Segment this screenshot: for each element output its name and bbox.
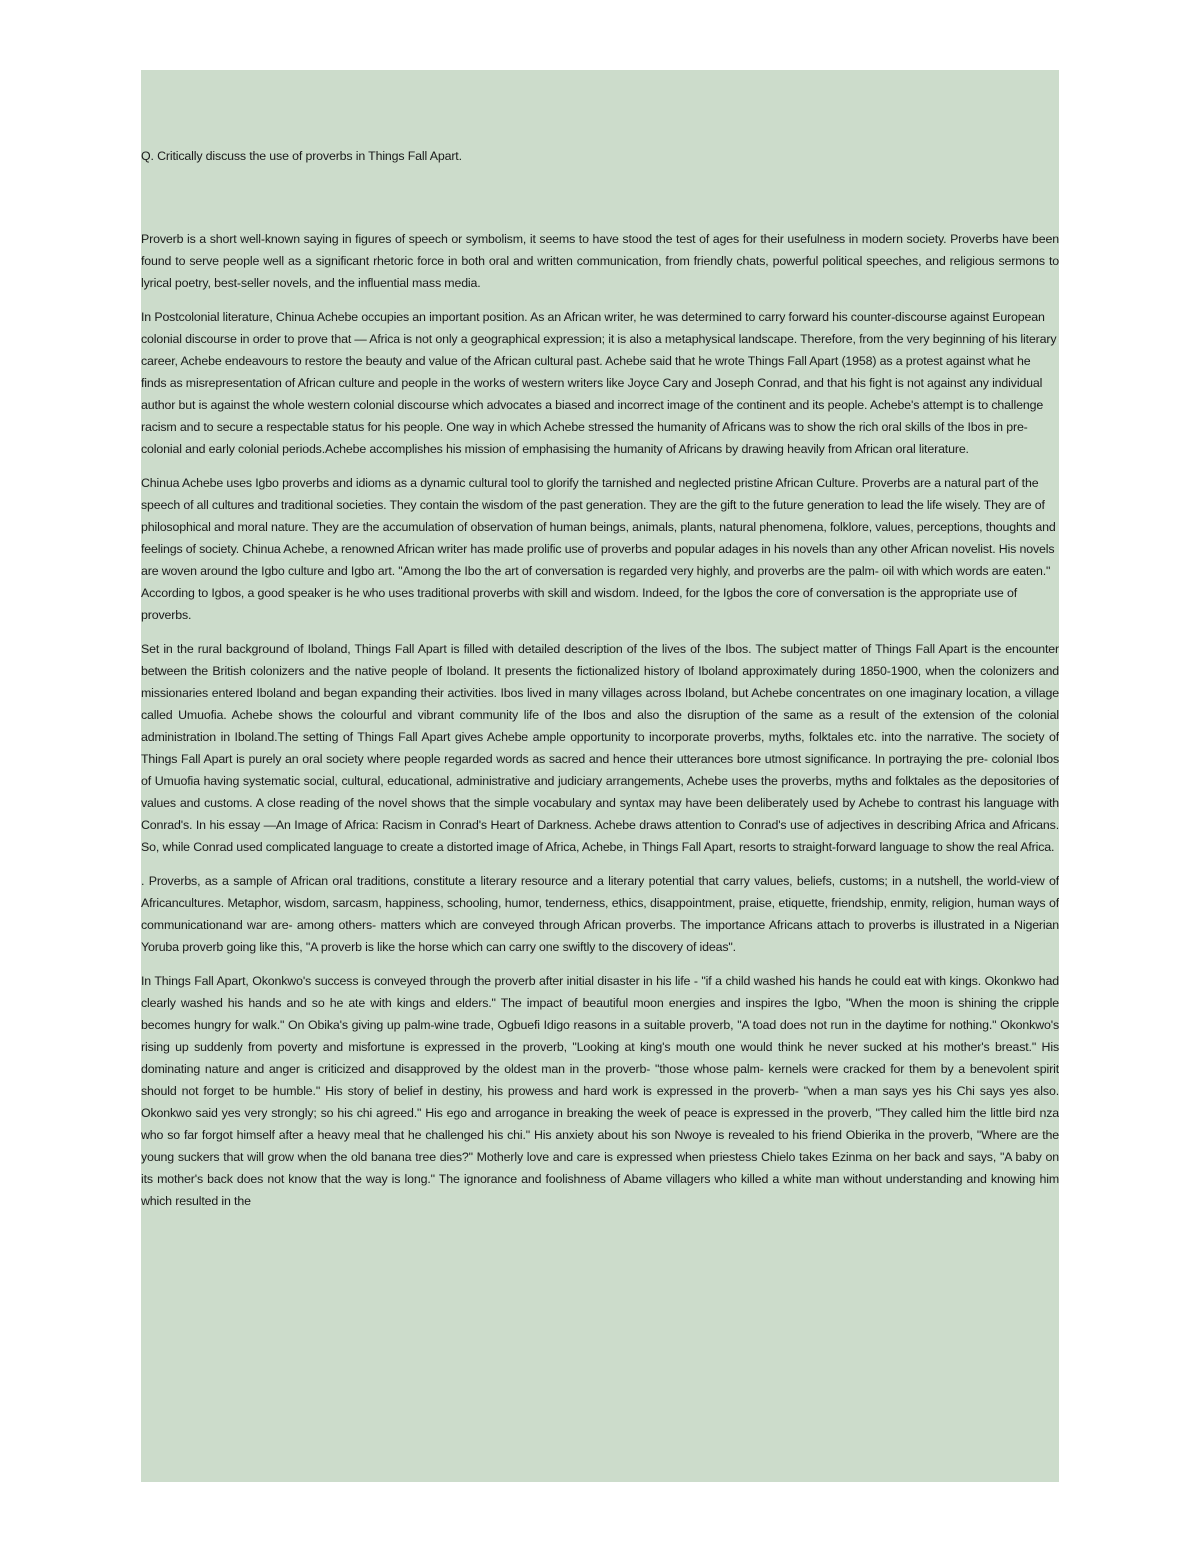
question-heading: Q. Critically discuss the use of proverbs in Things Fall Apart.	[141, 149, 462, 163]
document-body	[141, 145, 1059, 1224]
paragraph-proverb-definition: Proverb is a short well-known saying in figures of speech or symbolism, it seems to have stood the test of ages for their usefulness in modern society. Proverbs have been found to serve people well as a significant rhetoric force in both oral and written communication, from friendly chats, powerful political speeches, and religious sermons to lyrical poetry, best-seller novels, and the influential mass media.	[141, 232, 1059, 290]
paragraph-igbo-proverbs: Chinua Achebe uses Igbo proverbs and idioms as a dynamic cultural tool to glorify the tarnished and neglected pristine African Culture. Proverbs are a natural part of the speech of all cultures and traditional societies. They contain the wisdom of the past generation. They are the gift to the future generation to lead the life wisely. They are of philosophical and moral nature. They are the accumulation of observation of human beings, animals, plants, natural phenomena, folklore, values, perceptions, thoughts and feelings of society. Chinua Achebe, a renowned African writer has made prolific use of proverbs and popular adages in his novels than any other African novelist. His novels are woven around the Igbo culture and Igbo art. "Among the Ibo the art of conversation is regarded very highly, and proverbs are the palm- oil with which words are eaten." According to Igbos, a good speaker is he who uses traditional proverbs with skill and wisdom. Indeed, for the Igbos the core of conversation is the appropriate use of proverbs.	[141, 476, 1056, 622]
document-page	[141, 70, 1059, 1482]
paragraph-iboland-setting: Set in the rural background of Iboland, Things Fall Apart is filled with detailed description of the lives of the Ibos. The subject matter of Things Fall Apart is the encounter between the British colonizers and the native people of Iboland. It presents the fictionalized history of Iboland approximately during 1850-1900, when the colonizers and missionaries entered Iboland and began expanding their activities. Ibos lived in many villages across Iboland, but Achebe concentrates on one imaginary location, a village called Umuofia. Achebe shows the colourful and vibrant community life of the Ibos and also the disruption of the same as a result of the extension of the colonial administration in Iboland.The setting of Things Fall Apart gives Achebe ample opportunity to incorporate proverbs, myths, folktales etc. into the narrative. The society of Things Fall Apart is purely an oral society where people regarded words as sacred and hence their utterances bore utmost significance. In portraying the pre- colonial Ibos of Umuofia having systematic social, cultural, educational, administrative and judiciary arrangements, Achebe uses the proverbs, myths and folktales as the depositories of values and customs. A close reading of the novel shows that the simple vocabulary and syntax may have been deliberately used by Achebe to contrast his language with Conrad's. In his essay —An Image of Africa: Racism in Conrad's Heart of Darkness. Achebe draws attention to Conrad's use of adjectives in describing Africa and Africans. So, while Conrad used complicated language to create a distorted image of Africa, Achebe, in Things Fall Apart, resorts to straight-forward language to show the real Africa.	[141, 642, 1059, 854]
paragraph-postcolonial-achebe: In Postcolonial literature, Chinua Achebe occupies an important position. As an African writer, he was determined to carry forward his counter-discourse against European colonial discourse in order to prove that — Africa is not only a geographical expression; it is also a metaphysical landscape. Therefore, from the very beginning of his literary career, Achebe endeavours to restore the beauty and value of the African cultural past. Achebe said that he wrote Things Fall Apart (1958) as a protest against what he finds as misrepresentation of African culture and people in the works of western writers like Joyce Cary and Joseph Conrad, and that his fight is not against any individual author but is against the whole western colonial discourse which advocates a biased and incorrect image of the continent and its people. Achebe's attempt is to challenge racism and to secure a respectable status for his people. One way in which Achebe stressed the humanity of Africans was to show the rich oral skills of the Ibos in pre-colonial and early colonial periods.Achebe accomplishes his mission of emphasising the humanity of Africans by drawing heavily from African oral literature.	[141, 310, 1057, 456]
paragraph-okonkwo-proverbs: In Things Fall Apart, Okonkwo's success is conveyed through the proverb after initial disaster in his life - "if a child washed his hands he could eat with kings. Okonkwo had clearly washed his hands and so he ate with kings and elders." The impact of beautiful moon energies and inspires the Igbo, "When the moon is shining the cripple becomes hungry for walk." On Obika's giving up palm-wine trade, Ogbuefi Idigo reasons in a suitable proverb, "A toad does not run in the daytime for nothing." Okonkwo's rising up suddenly from poverty and misfortune is expressed in the proverb, "Looking at king's mouth one would think he never sucked at his mother's breast." His dominating nature and anger is criticized and disapproved by the oldest man in the proverb- "those whose palm- kernels were cracked for them by a benevolent spirit should not forget to be humble." His story of belief in destiny, his prowess and hard work is expressed in the proverb- "when a man says yes his Chi says yes also. Okonkwo said yes very strongly; so his chi agreed." His ego and arrogance in breaking the week of peace is expressed in the proverb, "They called him the little bird nza who so far forgot himself after a heavy meal that he challenged his chi." His anxiety about his son Nwoye is revealed to his friend Obierika in the proverb, "Where are the young suckers that will grow when the old banana tree dies?" Motherly love and care is expressed when priestess Chielo takes Ezinma on her back and says, "A baby on its mother's back does not know that the way is long." The ignorance and foolishness of Abame villagers who killed a white man without understanding and knowing him which resulted in the	[141, 974, 1059, 1208]
paragraph-oral-traditions: . Proverbs, as a sample of African oral traditions, constitute a literary resource and a literary potential that carry values, beliefs, customs; in a nutshell, the world-view of Africancultures. Metaphor, wisdom, sarcasm, happiness, schooling, humor, tenderness, ethics, disappointment, praise, etiquette, friendship, enmity, religion, human ways of communicationand war are- among others- matters which are conveyed through African proverbs. The importance Africans attach to proverbs is illustrated in a Nigerian Yoruba proverb going like this, "A proverb is like the horse which can carry one swiftly to the discovery of ideas".	[141, 874, 1059, 954]
